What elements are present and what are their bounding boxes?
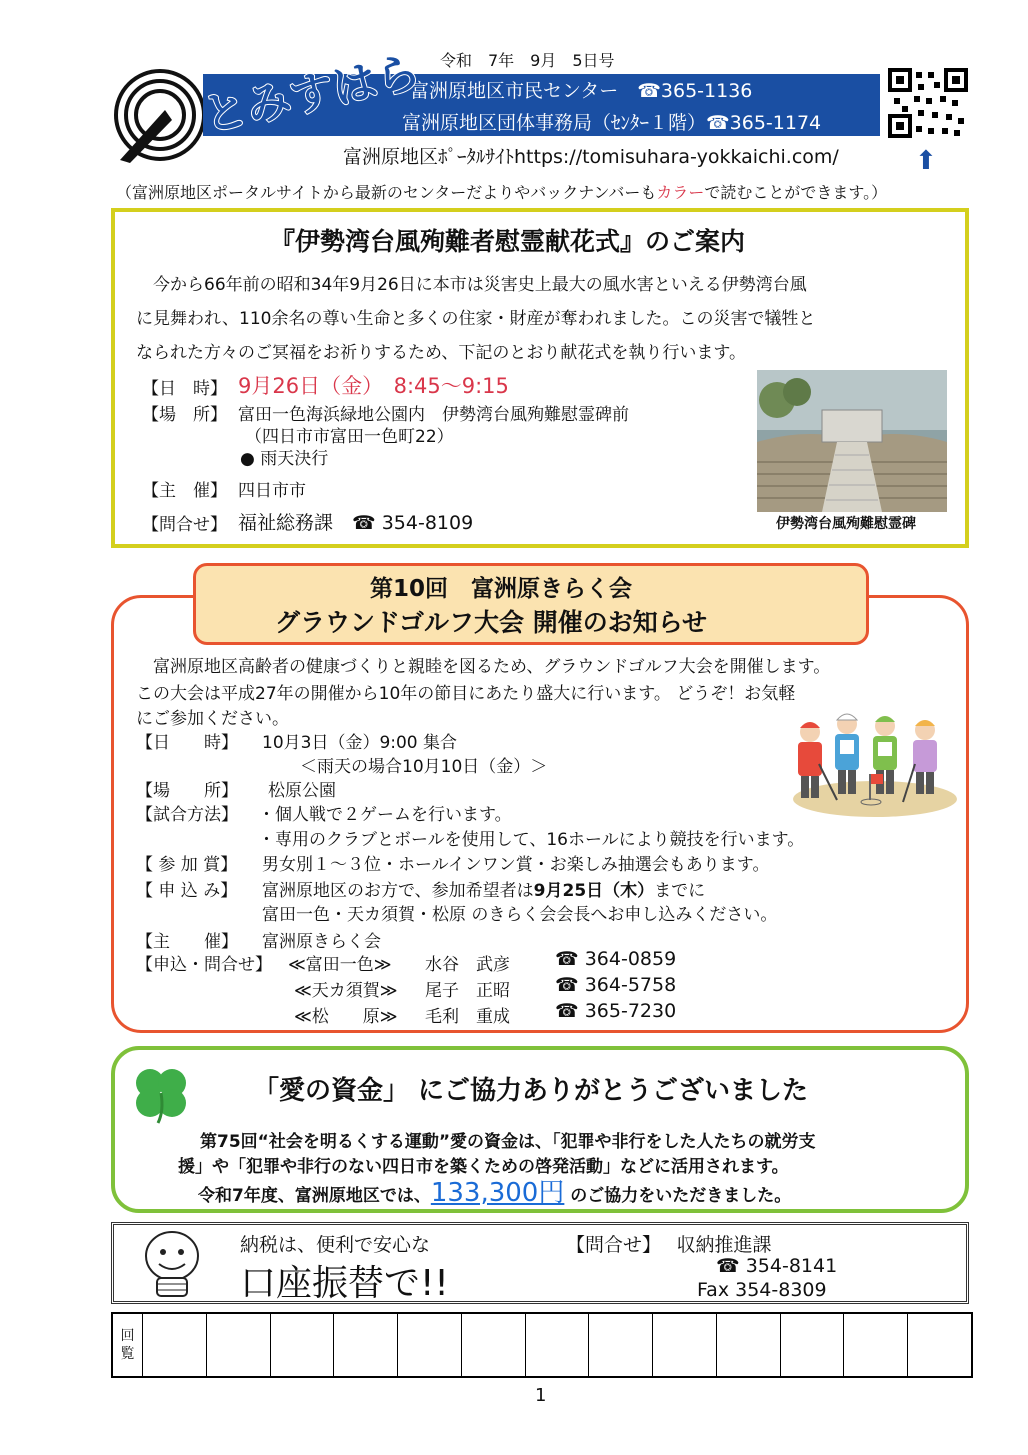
golf-apply-deadline: 9月25日（木） [533, 881, 655, 901]
golf-contact-name: 尾子 正昭 [425, 981, 510, 1001]
golf-rain-date: ＜雨天の場合10月10日（金）＞ [300, 757, 548, 777]
circulation-cell[interactable] [589, 1314, 653, 1376]
circulation-label-2: 覧 [120, 1346, 135, 1362]
ground-golf-players-illustration [785, 704, 960, 819]
memorial-body-line: に見舞われ、110余名の尊い生命と多くの住家・財産が奪われました。この災害で犠牲と [136, 309, 816, 329]
memorial-body-line: なられた方々のご冥福をお祈りするため、下記のとおり献花式を執り行います。 [136, 343, 746, 363]
tax-inquiry: 【問合せ】 収納推進課 [566, 1234, 772, 1256]
memorial-rain-note: ● 雨天決行 [240, 449, 329, 469]
circulation-cell[interactable] [526, 1314, 590, 1376]
golf-method-label: 【試合方法】 [136, 805, 238, 825]
golf-contact-name: 毛利 重成 [425, 1007, 510, 1027]
golf-title-line1: 第10回 富洲原きらく会 [370, 576, 633, 602]
donation-amount: 133,300円 [430, 1178, 565, 1208]
golf-apply-line2: 富田一色・天カ須賀・松原 のきらく会会長へお申し込みください。 [262, 905, 778, 925]
up-arrow-icon: ⬆ [915, 146, 937, 176]
golf-method-1: ・個人戦で２ゲームを行います。 [258, 805, 512, 825]
newsletter-title: とみすはら [198, 46, 425, 143]
golf-date: 10月3日（金）9:00 集合 [262, 733, 458, 753]
golf-host: 富洲原きらく会 [262, 932, 381, 952]
circulation-cell[interactable] [143, 1314, 207, 1376]
circulation-label-1: 回 [120, 1327, 135, 1344]
tax-line2: 口座振替で!! [240, 1263, 449, 1304]
circulation-cell[interactable] [207, 1314, 271, 1376]
golf-contact-name: 水谷 武彦 [425, 955, 510, 975]
circulation-label [113, 1314, 143, 1376]
golf-prize-label: 【 参 加 賞】 [136, 855, 238, 875]
memorial-title: 『伊勢湾台風殉難者慰霊献花式』のご案内 [270, 227, 746, 256]
golf-intro-line: この大会は平成27年の開催から10年の節目にあたり盛大に行います。 どうぞ！お気軽 [136, 684, 796, 704]
circulation-cell[interactable] [653, 1314, 717, 1376]
circulation-cell[interactable] [462, 1314, 526, 1376]
golf-prize: 男女別１～３位・ホールインワン賞・お楽しみ抽選会もあります。 [262, 855, 770, 875]
circulation-cell[interactable] [717, 1314, 781, 1376]
memorial-address: （四日市市富田一色町22） [245, 427, 454, 447]
tax-tel: ☎ 354-8141 [716, 1255, 838, 1277]
memorial-place: 富田一色海浜緑地公園内 伊勢湾台風殉難慰霊碑前 [238, 405, 629, 425]
memorial-host-label: 【主 催】 [142, 481, 227, 501]
tax-line1: 納税は、便利で安心な [240, 1234, 431, 1256]
qr-code-icon[interactable] [888, 68, 968, 138]
mascot-icon [135, 1228, 210, 1300]
memorial-place-label: 【場 所】 [142, 405, 227, 425]
circulation-cell[interactable] [844, 1314, 908, 1376]
golf-host-label: 【主 催】 [136, 932, 238, 952]
golf-contact-tel: ☎ 364-0859 [555, 948, 677, 970]
golf-contact-tel: ☎ 364-5758 [555, 974, 677, 996]
office-tel: 富洲原地区団体事務局（ｾﾝﾀｰ１階）☎365-1174 [402, 112, 822, 134]
memorial-host: 四日市市 [238, 481, 306, 501]
donation-line3-end: のご協力をいただきました。 [570, 1186, 792, 1206]
golf-apply-line1 [262, 876, 705, 901]
golf-contact-area: ≪松 原≫ [294, 1007, 398, 1027]
golf-contact-tel: ☎ 365-7230 [555, 1000, 677, 1022]
memorial-contact-label: 【問合せ】 [142, 515, 227, 535]
portal-note [116, 180, 887, 203]
page-number: 1 [535, 1385, 547, 1406]
golf-contact-area: ≪富田一色≫ [288, 955, 392, 975]
golf-place: 松原公園 [268, 781, 336, 801]
tax-fax: Fax 354-8309 [697, 1279, 827, 1301]
tomisuhara-logo-icon [110, 65, 210, 165]
center-tel: 富洲原地区市民センター ☎365-1136 [410, 80, 753, 102]
circulation-table [111, 1312, 973, 1378]
golf-contact-area: ≪天カ須賀≫ [294, 981, 398, 1001]
golf-method-2: ・専用のクラブとボールを使用して、16ホールにより競技を行います。 [258, 830, 805, 850]
donation-line2: 援」や「犯罪や非行のない四日市を築くための啓発活動」などに活用されます。 [178, 1157, 789, 1177]
donation-title: 「愛の資金」 にご協力ありがとうございました [253, 1076, 809, 1106]
memorial-date: 9月26日（金） 8:45～9:15 [238, 374, 509, 398]
golf-apply-label: 【 申 込 み】 [136, 881, 238, 901]
memorial-photo-caption: 伊勢湾台風殉難慰霊碑 [776, 516, 916, 532]
golf-apply-text: 富洲原地区のお方で、参加希望者は [262, 881, 534, 901]
circulation-cell[interactable] [398, 1314, 462, 1376]
portal-note-color: カラー [656, 183, 705, 202]
circulation-cell[interactable] [908, 1314, 971, 1376]
circulation-cell[interactable] [781, 1314, 845, 1376]
memorial-date-label: 【日 時】 [142, 379, 227, 399]
portal-note-end: で読むことができます。） [704, 183, 888, 202]
golf-contact-label: 【申込・問合せ】 [136, 955, 272, 975]
circulation-cell[interactable] [271, 1314, 335, 1376]
memorial-monument-photo [757, 370, 947, 512]
four-leaf-clover-icon [128, 1063, 194, 1125]
memorial-body-line: 今から66年前の昭和34年9月26日に本市は災害史上最大の風水害といえる伊勢湾台風 [136, 275, 807, 295]
donation-line3 [198, 1172, 791, 1209]
golf-apply-text-end: までに [654, 881, 706, 901]
golf-date-label: 【日 時】 [136, 733, 238, 753]
portal-url[interactable]: 富洲原地区ﾎﾟｰﾀﾙｻｲﾄhttps://tomisuhara-yokkaichi.com/ [343, 146, 839, 168]
portal-note-text: （富洲原地区ポータルサイトから最新のセンターだよりやバックナンバーも [116, 183, 657, 202]
donation-line1: 第75回“社会を明るくする運動”愛の資金は、「犯罪や非行をした人たちの就労支 [200, 1132, 816, 1152]
circulation-cell[interactable] [334, 1314, 398, 1376]
golf-intro-line: 富洲原地区高齢者の健康づくりと親睦を図るため、グラウンドゴルフ大会を開催します。 [136, 657, 831, 677]
memorial-contact: 福祉総務課 ☎ 354-8109 [238, 512, 474, 534]
issue-date: 令和 7年 9月 5日号 [440, 51, 615, 70]
golf-intro-line: にご参加ください。 [136, 709, 289, 729]
golf-place-label: 【場 所】 [136, 781, 238, 801]
golf-title-line2: グラウンドゴルフ大会 開催のお知らせ [275, 608, 707, 637]
donation-line3-start: 令和7年度、富洲原地区では、 [198, 1186, 431, 1206]
